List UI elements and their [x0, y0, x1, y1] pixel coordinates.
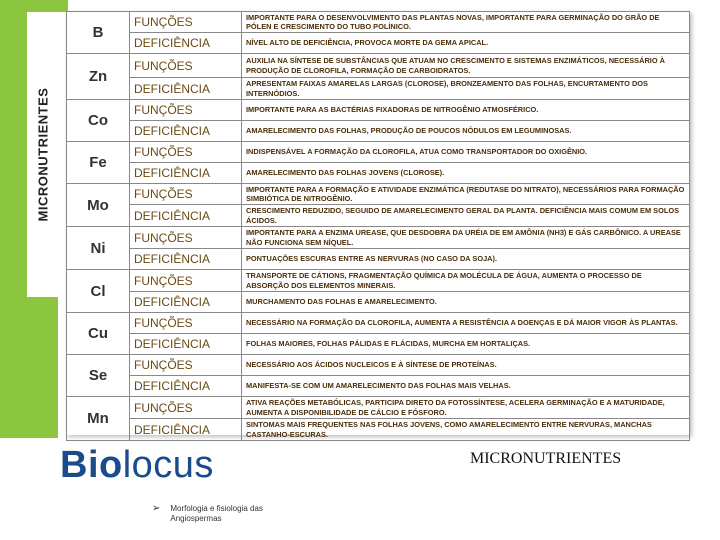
- deficiencia-text: PONTUAÇÕES ESCURAS ENTRE AS NERVURAS (NO CASO DA SOJA).: [242, 249, 690, 270]
- bullet-text: Morfologia e fisiologia das Angiospermas: [170, 504, 263, 523]
- micronutrients-table: [66, 11, 690, 441]
- bullet-item: [152, 504, 300, 524]
- deficiencia-text: AMARELECIMENTO DAS FOLHAS, PRODUÇÃO DE POUCOS NÓDULOS EM LEGUMINOSAS.: [242, 121, 690, 142]
- funcoes-label: FUNÇÕES: [130, 184, 242, 205]
- nutrient-symbol: Mn: [67, 397, 130, 441]
- funcoes-text: IMPORTANTE PARA A ENZIMA UREASE, QUE DESDOBRA DA URÉIA DE EM AMÔNIA (NH3) E GÁS CARBÔNICO. A UREASE NÃO FUNCIONA SEM NÍQUEL.: [242, 227, 690, 249]
- deficiencia-label: DEFICIÊNCIA: [130, 292, 242, 313]
- deficiencia-text: CRESCIMENTO REDUZIDO, SEGUIDO DE AMARELECIMENTO GERAL DA PLANTA. DEFICIÊNCIA MAIS COMUM EM SOLOS ÁCIDOS.: [242, 205, 690, 227]
- nutrient-symbol: Fe: [67, 142, 130, 184]
- funcoes-label: FUNÇÕES: [130, 270, 242, 292]
- funcoes-text: IMPORTANTE PARA O DESENVOLVIMENTO DAS PLANTAS NOVAS, IMPORTANTE PARA GERMINAÇÃO DO GRÃO DE PÓLEN E CRESCIMENTO DO TUBO POLÍNICO.: [242, 12, 690, 33]
- table-row: [67, 313, 690, 334]
- funcoes-label: FUNÇÕES: [130, 313, 242, 334]
- table-row: [67, 163, 690, 184]
- deficiencia-text: APRESENTAM FAIXAS AMARELAS LARGAS (CLOROSE), BRONZEAMENTO DAS FOLHAS, ENCURTAMENTO DOS INTERNÓDIOS.: [242, 78, 690, 100]
- deficiencia-label: DEFICIÊNCIA: [130, 334, 242, 355]
- deficiencia-label: DEFICIÊNCIA: [130, 163, 242, 184]
- funcoes-label: FUNÇÕES: [130, 397, 242, 419]
- brand-logo: [60, 444, 214, 487]
- nutrient-symbol: B: [67, 12, 130, 54]
- nutrient-symbol: Ni: [67, 227, 130, 270]
- deficiencia-label: DEFICIÊNCIA: [130, 376, 242, 397]
- deficiencia-text: NÍVEL ALTO DE DEFICIÊNCIA, PROVOCA MORTE DA GEMA APICAL.: [242, 33, 690, 54]
- side-title: MICRONUTRIENTES: [35, 87, 51, 222]
- deficiencia-text: AMARELECIMENTO DAS FOLHAS JOVENS (CLOROSE).: [242, 163, 690, 184]
- table-row: [67, 227, 690, 249]
- brand-light: locus: [122, 444, 214, 486]
- table-row: [67, 33, 690, 54]
- deficiencia-label: DEFICIÊNCIA: [130, 33, 242, 54]
- nutrient-symbol: Mo: [67, 184, 130, 227]
- nutrient-symbol: Co: [67, 100, 130, 142]
- brand-bold: Bio: [60, 444, 123, 486]
- table-row: [67, 184, 690, 205]
- deficiencia-label: DEFICIÊNCIA: [130, 419, 242, 441]
- deficiencia-label: DEFICIÊNCIA: [130, 205, 242, 227]
- funcoes-label: FUNÇÕES: [130, 12, 242, 33]
- deficiencia-text: FOLHAS MAIORES, FOLHAS PÁLIDAS E FLÁCIDAS, MURCHA EM HORTALIÇAS.: [242, 334, 690, 355]
- table-row: [67, 100, 690, 121]
- table-row: [67, 270, 690, 292]
- nutrient-symbol: Se: [67, 355, 130, 397]
- deficiencia-label: DEFICIÊNCIA: [130, 78, 242, 100]
- funcoes-label: FUNÇÕES: [130, 355, 242, 376]
- table-row: [67, 292, 690, 313]
- table-body: [67, 12, 690, 441]
- funcoes-label: FUNÇÕES: [130, 100, 242, 121]
- deficiencia-label: DEFICIÊNCIA: [130, 249, 242, 270]
- funcoes-text: INDISPENSÁVEL A FORMAÇÃO DA CLOROFILA, ATUA COMO TRANSPORTADOR DO OXIGÊNIO.: [242, 142, 690, 163]
- table-row: [67, 334, 690, 355]
- funcoes-text: IMPORTANTE PARA AS BACTÉRIAS FIXADORAS DE NITROGÊNIO ATMOSFÉRICO.: [242, 100, 690, 121]
- slide-title: MICRONUTRIENTES: [470, 450, 622, 467]
- table-row: [67, 355, 690, 376]
- table-row: [67, 78, 690, 100]
- deficiencia-text: MURCHAMENTO DAS FOLHAS E AMARELECIMENTO.: [242, 292, 690, 313]
- funcoes-text: TRANSPORTE DE CÁTIONS, FRAGMENTAÇÃO QUÍMICA DA MOLÉCULA DE ÁGUA, AUMENTA O PROCESSO DE ABSORÇÃO DOS ELEMENTOS MINERAIS.: [242, 270, 690, 292]
- nutrient-symbol: Cl: [67, 270, 130, 313]
- funcoes-label: FUNÇÕES: [130, 227, 242, 249]
- table-row: [67, 142, 690, 163]
- funcoes-label: FUNÇÕES: [130, 54, 242, 78]
- side-title-box: [27, 12, 59, 297]
- deficiencia-text: SINTOMAS MAIS FREQUENTES NAS FOLHAS JOVENS, COMO AMARELECIMENTO ENTRE NERVURAS, MANCHAS CASTANHO-ESCURAS.: [242, 419, 690, 441]
- nutrient-symbol: Cu: [67, 313, 130, 355]
- table-row: [67, 419, 690, 441]
- funcoes-text: AUXILIA NA SÍNTESE DE SUBSTÂNCIAS QUE ATUAM NO CRESCIMENTO E SISTEMAS ENZIMÁTICOS, NECESSÁRIO À PRODUÇÃO DE CLOROFILA, FORMAÇÃO DE CARBOIDRATOS.: [242, 54, 690, 78]
- nutrient-symbol: Zn: [67, 54, 130, 100]
- table-row: [67, 12, 690, 33]
- table-row: [67, 376, 690, 397]
- funcoes-label: FUNÇÕES: [130, 142, 242, 163]
- funcoes-text: NECESSÁRIO AOS ÁCIDOS NUCLEICOS E À SÍNTESE DE PROTEÍNAS.: [242, 355, 690, 376]
- funcoes-text: ATIVA REAÇÕES METABÓLICAS, PARTICIPA DIRETO DA FOTOSSÍNTESE, ACELERA GERMINAÇÃO E A MATURIDADE, AUMENTA A DISPONIBILIDADE DE CÁLCIO E FÓSFORO.: [242, 397, 690, 419]
- table-row: [67, 121, 690, 142]
- funcoes-text: IMPORTANTE PARA A FORMAÇÃO E ATIVIDADE ENZIMÁTICA (REDUTASE DO NITRATO), NECESSÁRIOS PARA FORMAÇÃO SIMBIÓTICA DE NITROGÊNIO.: [242, 184, 690, 205]
- table-row: [67, 205, 690, 227]
- arrow-bullet-icon: ➢: [152, 503, 161, 514]
- deficiencia-label: DEFICIÊNCIA: [130, 121, 242, 142]
- table-row: [67, 397, 690, 419]
- funcoes-text: NECESSÁRIO NA FORMAÇÃO DA CLOROFILA, AUMENTA A RESISTÊNCIA A DOENÇAS E DÁ MAIOR VIGOR ÀS PLANTAS.: [242, 313, 690, 334]
- table-row: [67, 249, 690, 270]
- deficiencia-text: MANIFESTA-SE COM UM AMARELECIMENTO DAS FOLHAS MAIS VELHAS.: [242, 376, 690, 397]
- table-row: [67, 54, 690, 78]
